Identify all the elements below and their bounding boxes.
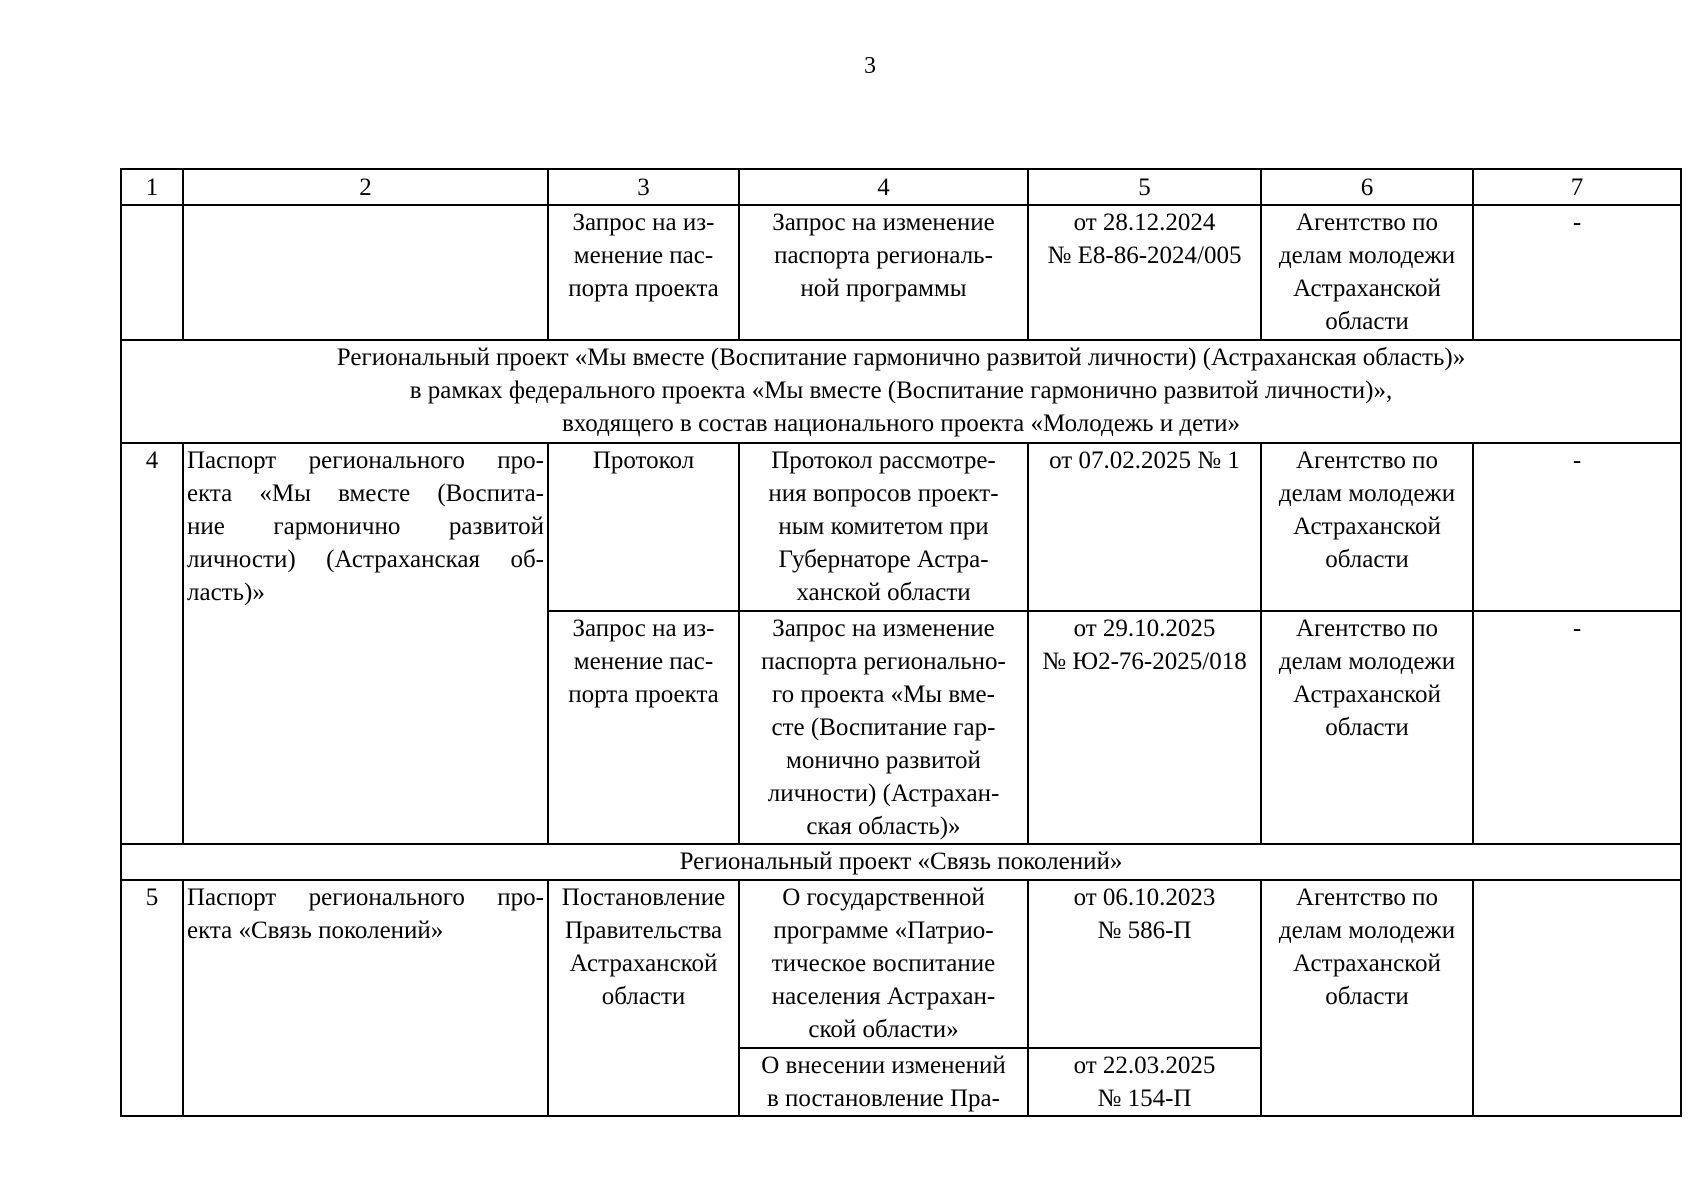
cell-date-number: [1028, 443, 1261, 611]
cell-note: -: [1473, 611, 1681, 844]
cell-text-line: ская область)»: [806, 813, 961, 840]
cell-text-line: № Ю2-76-2025/018: [1042, 648, 1247, 675]
cell-type: [548, 443, 739, 611]
table-row: [121, 880, 1681, 1048]
cell-date-number: [1028, 880, 1261, 1048]
cell-text-line: Протокол рассмотре-: [771, 447, 996, 474]
cell-agency: [1261, 880, 1473, 1116]
section-heading-line: входящего в состав национального проекта «Молодежь и дети»: [561, 410, 1241, 437]
cell-title: [739, 611, 1028, 844]
cell-date-number: [1028, 611, 1261, 844]
cell-text-line: ным комитетом при: [778, 513, 989, 540]
cell-date-number: [1028, 205, 1261, 340]
cell-title: [739, 443, 1028, 611]
cell-text-line: Правительства: [564, 917, 723, 944]
cell-text-line: Паспорт регионального про-: [187, 447, 544, 474]
cell-type: [548, 205, 739, 340]
cell-text-line: ния вопросов проект-: [768, 480, 999, 507]
cell-text-line: № 586-П: [1097, 917, 1192, 944]
cell-text-line: Агентство по: [1296, 615, 1438, 642]
cell-num: 4: [121, 443, 183, 844]
cell-text-line: О государственной: [782, 884, 985, 911]
cell-text-line: порта проекта: [568, 275, 719, 302]
cell-text-line: делам молодежи: [1278, 917, 1456, 944]
cell-text-line: личности) (Астрахан-: [767, 780, 1000, 807]
section-heading: [121, 340, 1681, 443]
cell-text-line: паспорта региональ-: [774, 242, 993, 269]
cell-note: -: [1473, 205, 1681, 340]
cell-text-line: ласть)»: [187, 579, 265, 606]
cell-text-line: населения Астрахан-: [771, 983, 996, 1010]
cell-text-line: области: [1325, 546, 1409, 573]
cell-text-line: Запрос на изменение: [772, 615, 995, 642]
cell-text-line: Астраханской: [569, 950, 718, 977]
cell-text-line: № Е8-86-2024/005: [1047, 242, 1242, 269]
cell-agency: [1261, 611, 1473, 844]
cell-text-line: от 07.02.2025 № 1: [1049, 447, 1240, 474]
cell-type: [548, 880, 739, 1116]
cell-type: [548, 611, 739, 844]
cell-text-line: Губернаторе Астра-: [778, 546, 989, 573]
document-table: [120, 168, 1682, 1117]
cell-text-line: Постановление: [561, 884, 726, 911]
table-row: [121, 443, 1681, 611]
cell-text-line: от 28.12.2024: [1073, 209, 1216, 236]
cell-text-line: от 29.10.2025: [1073, 615, 1216, 642]
cell-text-line: Астраханской: [1293, 513, 1441, 540]
cell-text-line: Агентство по: [1296, 884, 1438, 911]
table-row: [121, 205, 1681, 340]
cell-text-line: от 06.10.2023: [1073, 884, 1216, 911]
cell-text-line: Паспорт регионального про-: [187, 884, 544, 911]
cell-text-line: ной программы: [800, 275, 967, 302]
cell-agency: [1261, 205, 1473, 340]
cell-text-line: области: [601, 983, 686, 1010]
section-heading: [121, 844, 1681, 880]
page-number: 3: [864, 53, 876, 79]
cell-title: [739, 880, 1028, 1048]
cell-text-line: порта проекта: [568, 681, 719, 708]
cell-document: [183, 880, 548, 1116]
section-heading-row: [121, 844, 1681, 880]
section-heading-line: Региональный проект «Связь поколений»: [679, 848, 1123, 875]
cell-text-line: Протокол: [592, 447, 695, 474]
cell-text-line: области: [1325, 714, 1409, 741]
cell-date-number: [1028, 1048, 1261, 1116]
cell-text-line: программе «Патрио-: [773, 917, 994, 944]
cell-text-line: сте (Воспитание гар-: [771, 714, 996, 741]
header-col-6: 6: [1261, 169, 1473, 205]
cell-text-line: го проекта «Мы вме-: [772, 681, 995, 708]
cell-text-line: Астраханской: [1293, 681, 1441, 708]
cell-document: [183, 205, 548, 340]
cell-text-line: екта «Мы вместе (Воспита-: [187, 480, 544, 507]
cell-text-line: екта «Связь поколений»: [187, 917, 444, 944]
cell-text-line: Агентство по: [1296, 447, 1438, 474]
cell-note: [1473, 880, 1681, 1116]
header-col-3: 3: [548, 169, 739, 205]
section-heading-line: Региональный проект «Мы вместе (Воспитание гармонично развитой личности) (Астраханская область)»: [336, 344, 1466, 371]
cell-text-line: Запрос на из-: [572, 209, 715, 236]
cell-text-line: области: [1325, 308, 1409, 335]
cell-text-line: паспорта регионально-: [761, 648, 1006, 675]
cell-text-line: Агентство по: [1296, 209, 1438, 236]
cell-text-line: Запрос на из-: [572, 615, 715, 642]
cell-text-line: области: [1325, 983, 1409, 1010]
cell-text-line: ской области»: [808, 1016, 959, 1043]
cell-document: [183, 443, 548, 844]
cell-text-line: делам молодежи: [1278, 242, 1456, 269]
cell-text-line: в постановление Пра-: [767, 1085, 1000, 1112]
column-number-row: [121, 169, 1681, 205]
cell-text-line: делам молодежи: [1278, 648, 1456, 675]
cell-agency: [1261, 443, 1473, 611]
cell-num: [121, 205, 183, 340]
header-col-1: 1: [121, 169, 183, 205]
header-col-4: 4: [739, 169, 1028, 205]
cell-title: [739, 205, 1028, 340]
cell-note: -: [1473, 443, 1681, 611]
cell-text-line: делам молодежи: [1278, 480, 1456, 507]
cell-text-line: ханской области: [796, 579, 971, 606]
cell-title: [739, 1048, 1028, 1116]
cell-text-line: Астраханской: [1293, 950, 1441, 977]
cell-text-line: монично развитой: [786, 747, 981, 774]
cell-text-line: Астраханской: [1293, 275, 1441, 302]
header-col-2: 2: [183, 169, 548, 205]
cell-text-line: Запрос на изменение: [772, 209, 995, 236]
cell-text-line: от 22.03.2025: [1073, 1052, 1216, 1079]
header-col-7: 7: [1473, 169, 1681, 205]
cell-text-line: тическое воспитание: [771, 950, 996, 977]
section-heading-row: [121, 340, 1681, 443]
header-col-5: 5: [1028, 169, 1261, 205]
cell-text-line: О внесении изменений: [761, 1052, 1006, 1079]
cell-text-line: менение пас-: [573, 242, 714, 269]
cell-text-line: № 154-П: [1097, 1085, 1192, 1112]
cell-text-line: личности) (Астраханская об-: [187, 546, 544, 573]
cell-text-line: менение пас-: [573, 648, 714, 675]
cell-text-line: ние гармонично развитой: [187, 513, 544, 540]
cell-num: 5: [121, 880, 183, 1116]
section-heading-line: в рамках федерального проекта «Мы вместе (Воспитание гармонично развитой личности)»,: [409, 377, 1393, 404]
